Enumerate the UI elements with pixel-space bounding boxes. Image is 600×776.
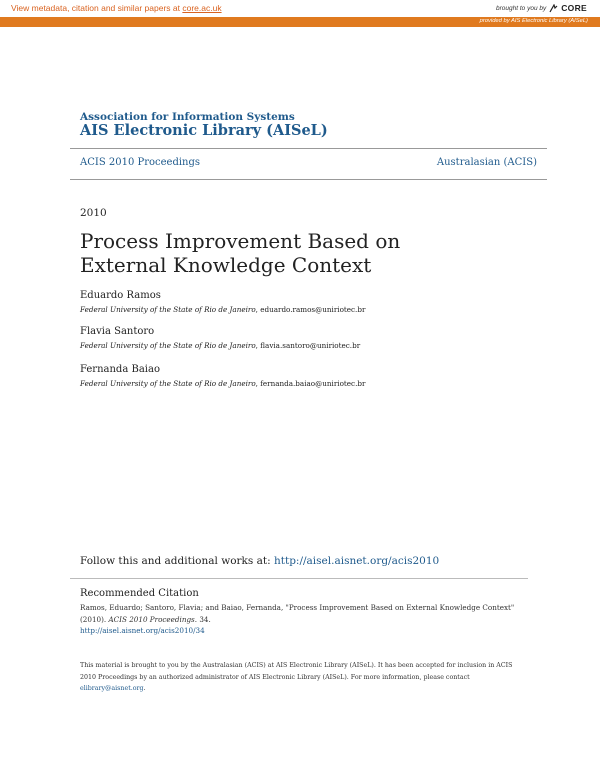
author-affiliation	[80, 305, 365, 314]
contact-email-link[interactable]: elibrary@aisnet.org	[80, 685, 144, 692]
affiliation-text: Federal University of the State of Rio de Janeiro	[80, 341, 256, 350]
provided-by-text[interactable]: provided by AIS Electronic Library (AISeL)	[479, 18, 588, 24]
affiliation-text: Federal University of the State of Rio de Janeiro	[80, 379, 256, 388]
brought-to-you-label: brought to you by	[496, 4, 547, 12]
author-email: , eduardo.ramos@uniriotec.br	[255, 305, 366, 314]
paper-title: Process Improvement Based on External Knowledge Context	[80, 229, 401, 277]
notice-text: This material is brought to you by the Australasian (ACIS) at AIS Electronic Library (AISeL). It has been accepted for inclusion in ACIS 2010 Proceedings by an authorized administrator of AIS Electronic Library (AISeL). For more information, please contact	[80, 662, 513, 681]
core-logo-text: CORE	[561, 3, 587, 13]
top-divider	[70, 148, 547, 149]
proceedings-link[interactable]: ACIS 2010 Proceedings	[80, 157, 201, 168]
association-name[interactable]: Association for Information Systems	[80, 111, 295, 123]
author-name: Fernanda Baiao	[80, 364, 160, 375]
citation-tail: . 34.	[194, 614, 211, 624]
repository-notice	[80, 660, 530, 695]
library-name[interactable]: AIS Electronic Library (AISeL)	[80, 122, 328, 139]
citation-proceedings: ACIS 2010 Proceedings	[108, 614, 195, 624]
australasian-link[interactable]: Australasian (ACIS)	[436, 157, 537, 168]
affiliation-text: Federal University of the State of Rio de Janeiro	[80, 305, 256, 314]
metadata-link-prefix: View metadata, citation and similar papers at	[11, 3, 183, 13]
author-name: Flavia Santoro	[80, 326, 155, 337]
core-metadata-link[interactable]	[11, 3, 222, 13]
citation-text: Ramos, Eduardo; Santoro, Flavia; and Baiao, Fernanda, "Process Improvement Based on External Knowledge Context" (2010).	[80, 603, 515, 624]
notice-end: .	[143, 685, 146, 692]
follow-text: Follow this and additional works at:	[80, 555, 274, 567]
follow-line	[80, 555, 439, 567]
core-ac-uk-link[interactable]: core.ac.uk	[182, 3, 222, 13]
nav-divider	[70, 179, 547, 180]
author-affiliation	[80, 379, 365, 388]
author-affiliation	[80, 341, 360, 350]
author-name: Eduardo Ramos	[80, 290, 161, 301]
paper-year: 2010	[80, 207, 107, 219]
author-email: , fernanda.baiao@uniriotec.br	[255, 379, 366, 388]
author-email: , flavia.santoro@uniriotec.br	[255, 341, 361, 350]
citation-block	[80, 602, 530, 637]
top-bar	[0, 0, 600, 17]
citation-divider	[70, 578, 528, 579]
brought-to-you-by[interactable]	[496, 3, 587, 13]
recommended-citation-heading: Recommended Citation	[80, 588, 199, 599]
collection-link[interactable]: http://aisel.aisnet.org/acis2010	[274, 555, 440, 567]
core-logo-icon	[549, 4, 558, 13]
provider-bar	[0, 17, 600, 27]
citation-link[interactable]: http://aisel.aisnet.org/acis2010/34	[80, 626, 205, 635]
